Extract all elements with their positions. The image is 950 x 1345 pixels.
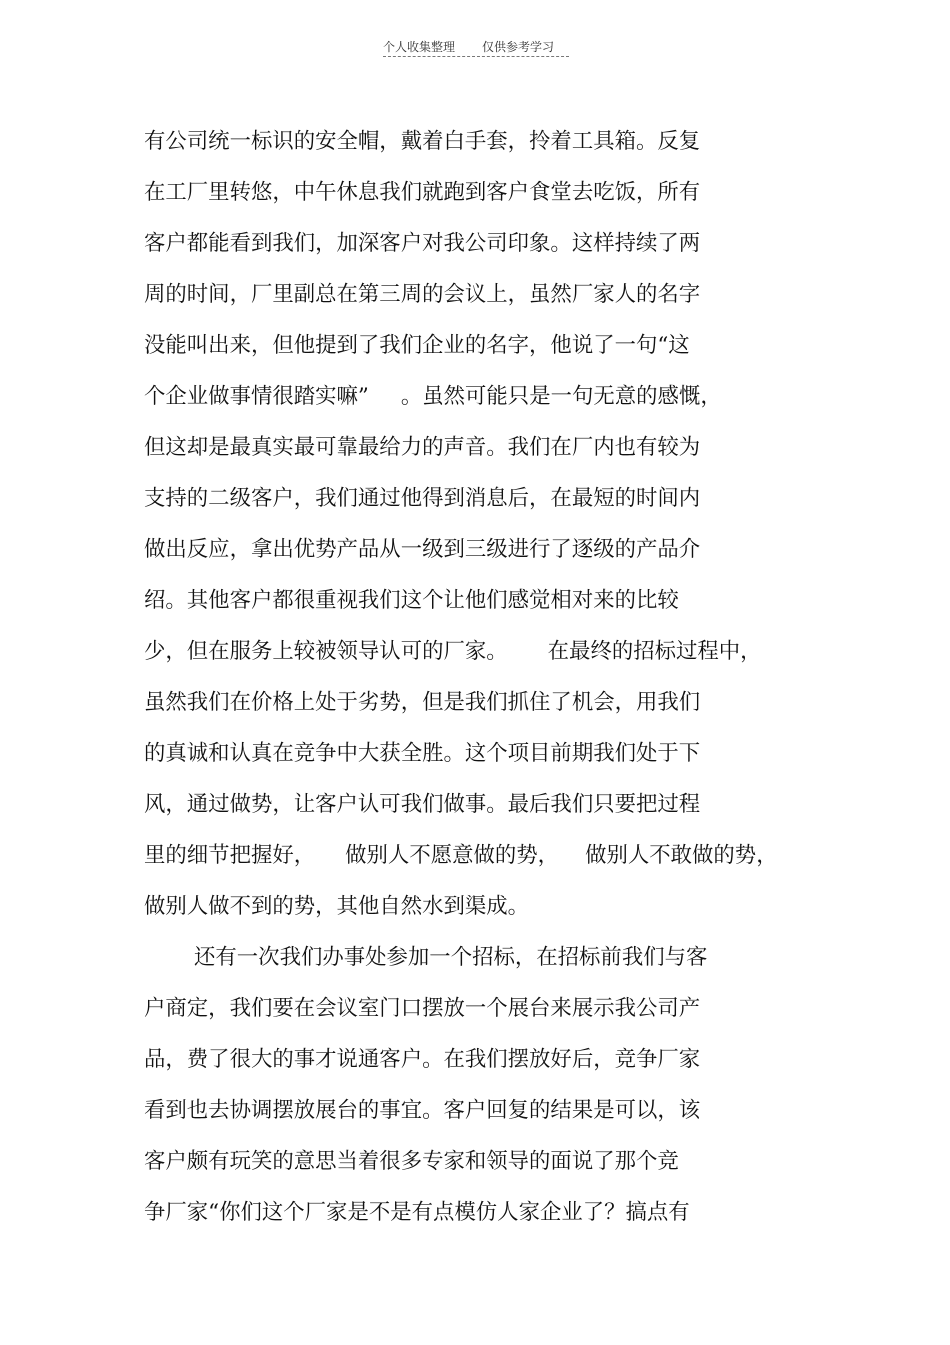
text-line: 虽然我们在价格上处于劣势，但是我们抓住了机会，用我们	[144, 690, 701, 715]
text-fragment: 少，但在服务上较被领导认可的厂家。	[144, 639, 508, 664]
text-line: 的真诚和认真在竞争中大获全胜。这个项目前期我们处于下	[144, 741, 701, 766]
text-line: 看到也去协调摆放展台的事宜。客户回复的结果是可以，该	[144, 1098, 701, 1123]
text-line: 户商定，我们要在会议室门口摆放一个展台来展示我公司产	[144, 996, 701, 1021]
text-line	[144, 637, 762, 667]
text-line: 有公司统一标识的安全帽，戴着白手套，拎着工具箱。反复	[144, 129, 701, 154]
text-line: 支持的二级客户，我们通过他得到消息后，在最短的时间内	[144, 486, 701, 511]
text-line: 做别人做不到的势，其他自然水到渠成。	[144, 894, 530, 919]
text-line: 做出反应，拿出优势产品从一级到三级进行了逐级的产品介	[144, 537, 701, 562]
text-fragment: 做别人不愿意做的势，	[345, 843, 560, 868]
text-line: 在工厂里转悠，中午休息我们就跑到客户食堂去吃饭，所有	[144, 180, 701, 205]
text-line: 周的时间，厂里副总在第三周的会议上，虽然厂家人的名字	[144, 282, 701, 307]
text-line: 客户颇有玩笑的意思当着很多专家和领导的面说了那个竞	[144, 1149, 679, 1174]
text-fragment: 做别人不敢做的势，	[585, 843, 778, 868]
text-line: 没能叫出来，但他提到了我们企业的名字，他说了一句“这	[144, 333, 690, 358]
text-line: 绍。其他客户都很重视我们这个让他们感觉相对来的比较	[144, 588, 679, 613]
text-line: 风，通过做势，让客户认可我们做事。最后我们只要把过程	[144, 792, 701, 817]
header-right-text: 仅供参考学习	[482, 40, 555, 54]
text-line: 还有一次我们办事处参加一个招标，在招标前我们与客	[194, 945, 708, 970]
text-fragment: 里的细节把握好，	[144, 843, 316, 868]
text-line: 品，费了很大的事才说通客户。在我们摆放好后，竞争厂家	[144, 1047, 701, 1072]
text-line: 但这却是最真实最可靠最给力的声音。我们在厂内也有较为	[144, 435, 701, 460]
header-left-text: 个人收集整理	[383, 40, 456, 54]
text-line	[144, 382, 722, 412]
text-fragment: 。虽然可能只是一句无意的感慨，	[400, 384, 722, 409]
text-line: 争厂家“你们这个厂家是不是有点模仿人家企业了？搞点有	[144, 1200, 690, 1225]
text-fragment: 在最终的招标过程中，	[547, 639, 762, 664]
text-line	[144, 841, 778, 871]
text-fragment: 个企业做事情很踏实嘛”	[144, 384, 369, 409]
text-line: 客户都能看到我们，加深客户对我公司印象。这样持续了两	[144, 231, 701, 256]
